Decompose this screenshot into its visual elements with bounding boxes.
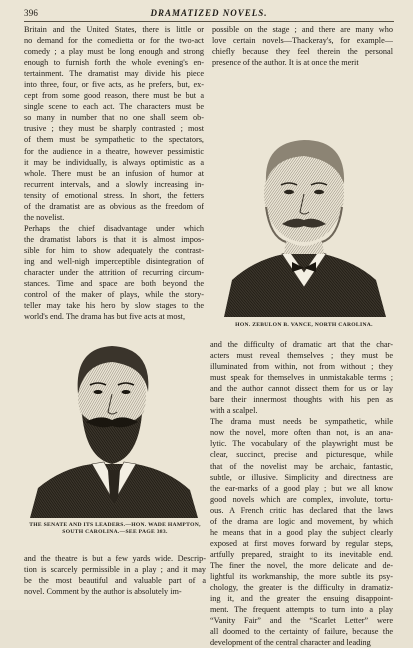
text-line: and the theatre is but a few yards wide. Descrip- [24,554,206,563]
text-line: now the novel, more often than not, is an ana- [210,428,393,438]
text-line: with a scalpel. [210,406,258,416]
text-line: acters must reveal themselves ; they must be [210,351,393,361]
text-line: love certain novels—Thackeray's, for example— [212,36,393,46]
text-line: must speak for themselves in unmistakable terms ; [210,373,393,383]
text-line: chiefly because they feel therein the personal [212,47,393,57]
text-line: the ear-marks of a good play ; but we all know [210,483,393,493]
text-line: clear, succinct, precise and picturesque, while [210,450,393,460]
text-line: stances. Time and space are both beyond the [24,279,204,289]
text-line: be the most beautiful and valuable part of a [24,576,206,586]
text-line: trusive ; they must be sharply contrasted ; most [24,124,204,134]
text-line: sible for him to show adequately the contrast- [24,245,204,255]
portrait-hampton [24,330,204,518]
text-line: illuminated from within, not from without ; they [210,362,393,372]
text-line: of them must be sympathetic to the spectators, [24,135,204,145]
text-line: all doomed to the certainty of failure, because the [210,627,393,637]
text-line: presence of the author. It is at once the merit [212,58,359,68]
text-line: cept from some good reason, there must be but a [24,91,204,101]
text-line: development of the central character and leading [210,638,371,648]
text-line: the novelist. [24,212,65,222]
portrait-vance [214,112,394,317]
text-line: comedy ; a play must be long enough and strong [24,47,204,57]
text-line: for the audience in a theatre, however pessimistic [24,146,204,156]
text-line: bare their innermost thoughts with his pen as [210,395,393,405]
text-line: control of the maker of plays, while the story- [24,290,204,300]
caption-line-2: SOUTH CAROLINA.—SEE PAGE 383. [62,529,168,535]
text-line: lytic. The vocabulary of the playwright must be [210,439,393,449]
text-column-right-top [212,24,393,68]
portrait-vance-illustration [214,112,394,317]
text-line: tertainment. The dramatist may divide his piece [24,69,204,79]
caption-line-1: THE SENATE AND ITS LEADERS.—HON. WADE HAMPTON, [29,522,201,528]
text-line: The finer the novel, the more delicate and de- [210,560,393,570]
text-line: single scene to each act. The characters must be [24,102,204,112]
header-rule [24,21,394,22]
text-line: it may be individually, is always optimistic as a [24,157,204,167]
text-line: of the drama are logic and movement, by which [210,516,393,526]
text-line: teller may take his hero by slow stages to the [24,301,204,311]
text-column-right-bottom [210,339,393,648]
text-line: so many in number that no one shall seem ob- [24,113,204,123]
text-line: that of the novelist may be archaic, fantastic, [210,461,393,471]
text-line: into three, four, or five acts, as he prefers, but, ex- [24,80,204,90]
text-line: ing it, and the greater the ensuing disappoint- [210,594,393,604]
text-line: exposed at first moves forward by regular steps, [210,538,393,548]
text-line: “Vanity Fair” and the “Scarlet Letter” were [210,616,393,626]
text-line: possible on the stage ; and there are many who [212,25,393,34]
text-line: artfully prepared, straight to its inevitable end. [210,549,393,559]
text-line: ing and well-nigh imperceptible disintegration of [24,256,204,266]
page-header [24,8,394,22]
text-line: and the author cannot dissect them for us or lay [210,384,393,394]
page-number: 396 [24,8,39,18]
text-line: and the difficulty of dramatic art that the char- [210,340,393,349]
text-line: subtle, or illusive. Simplicity and directness are [210,472,393,482]
text-line: no demand for the comedietta or for the two-act [24,36,204,46]
text-column-left-top [24,24,204,322]
text-line: chology, the greater is the difficulty in dramatiz- [210,583,393,593]
text-line: enough to furnish forth the whole evening's en- [24,58,204,68]
portrait-vance-caption: HON. ZEBULON B. VANCE, NORTH CAROLINA. [235,322,373,328]
text-line: character under the attrition of recurring circum- [24,268,204,278]
portrait-hampton-caption [24,522,206,536]
text-line: Perhaps the chief disadvantage under which [24,223,204,233]
text-line: ment. The frequent attempts to turn into a play [210,605,393,615]
text-line: recurrent intervals, and a slowly increasing in- [24,179,204,189]
running-title: DRAMATIZED NOVELS. [150,8,268,18]
text-line: novel. Comment by the author is absolutely im- [24,587,182,597]
text-line: of the dramatist are as obvious as the freedom of [24,201,204,211]
text-column-left-bottom [24,553,206,597]
text-line: whole. There must be an infusion of humor at [24,168,204,178]
text-line: Britain and the United States, there is little or [24,25,204,34]
text-line: the dramatist labors is that it is almost impos- [24,234,204,244]
text-line: world's end. The drama has but five acts at most, [24,312,186,322]
text-line: lightful its workmanship, the more subtle its psy- [210,571,393,581]
text-line: ous. A French critic has declared that the laws [210,505,393,515]
text-line: The drama must needs be sympathetic, while [210,417,393,427]
text-line: good novels which are complex, involute, tortu- [210,494,393,504]
text-line: tion is scarcely permissible in a play ; and it may [24,565,206,575]
text-line: he means that in a good play the subject clearly [210,527,393,537]
text-line: tensity of emotional stress. In short, the fetters [24,190,204,200]
portrait-hampton-illustration [24,330,204,518]
